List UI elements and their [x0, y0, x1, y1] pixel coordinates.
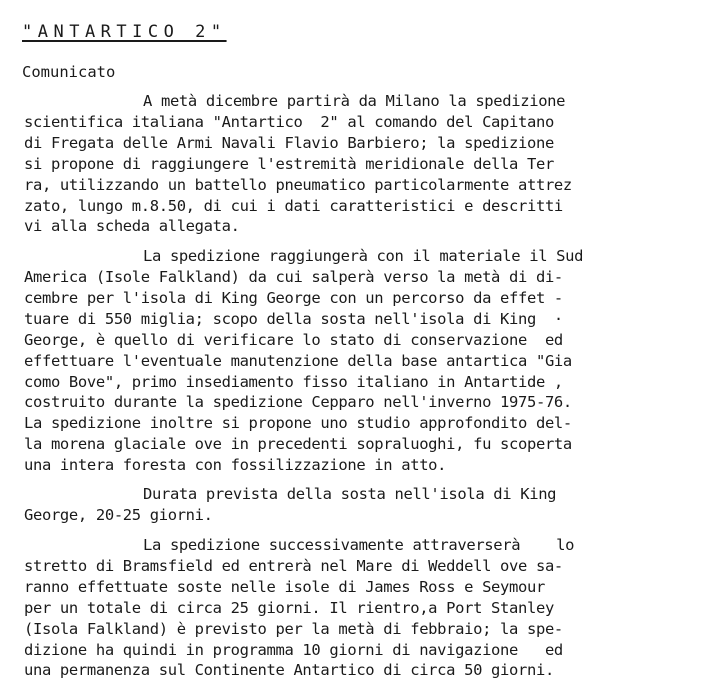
document-title: "ANTARTICO 2": [22, 22, 227, 42]
paragraph-line: la morena glaciale ove in precedenti sopraluoghi, fu scoperta: [24, 435, 572, 453]
paragraph-line: La spedizione successivamente attraverserà lo: [143, 536, 575, 554]
paragraph-line: zato, lungo m.8.50, di cui i dati caratteristici e descritti: [24, 197, 563, 215]
paragraph-line: George, è quello di verificare lo stato di conservazione ed: [24, 331, 563, 349]
paragraph-line: La spedizione raggiungerà con il materiale il Sud: [143, 247, 584, 265]
paragraph-line: stretto di Bramsfield ed entrerà nel Mare di Weddell ove sa-: [24, 557, 563, 575]
paragraph-line: per un totale di circa 25 giorni. Il rientro,a Port Stanley: [24, 599, 554, 617]
paragraph-line: George, 20-25 giorni.: [24, 506, 213, 524]
paragraph-line: La spedizione inoltre si propone uno studio approfondito del-: [24, 414, 572, 432]
paragraph-line: America (Isole Falkland) da cui salperà verso la metà di di-: [24, 268, 563, 286]
paragraph-line: (Isola Falkland) è previsto per la metà di febbraio; la spe-: [24, 620, 563, 638]
paragraph-line: cembre per l'isola di King George con un percorso da effet -: [24, 289, 563, 307]
paragraph-line: dizione ha quindi in programma 10 giorni di navigazione ed: [24, 641, 563, 659]
paragraph-line: di Fregata delle Armi Navali Flavio Barbiero; la spedizione: [24, 134, 554, 152]
document-label: Comunicato: [22, 63, 116, 81]
paragraph-line: una intera foresta con fossilizzazione in atto.: [24, 456, 447, 474]
paragraph-line: costruito durante la spedizione Cepparo nell'inverno 1975-76.: [24, 393, 572, 411]
paragraph-line: Durata prevista della sosta nell'isola di King: [143, 485, 557, 503]
paragraph-line: ranno effettuate soste nelle isole di James Ross e Seymour: [24, 578, 545, 596]
paragraph-line: como Bove", primo insediamento fisso italiano in Antartide ,: [24, 373, 563, 391]
paragraph-line: ra, utilizzando un battello pneumatico particolarmente attrez: [24, 176, 572, 194]
paragraph-line: vi alla scheda allegata.: [24, 217, 240, 235]
paragraph-line: si propone di raggiungere l'estremità meridionale della Ter: [24, 155, 554, 173]
paragraph-line: scientifica italiana "Antartico 2" al comando del Capitano: [24, 113, 554, 131]
paragraph-line: A metà dicembre partirà da Milano la spedizione: [143, 92, 566, 110]
paragraph-line: effettuare l'eventuale manutenzione della base antartica "Gia: [24, 352, 572, 370]
paragraph-line: tuare di 550 miglia; scopo della sosta nell'isola di King ·: [24, 310, 563, 328]
paragraph-line: una permanenza sul Continente Antartico di circa 50 giorni.: [24, 661, 554, 679]
